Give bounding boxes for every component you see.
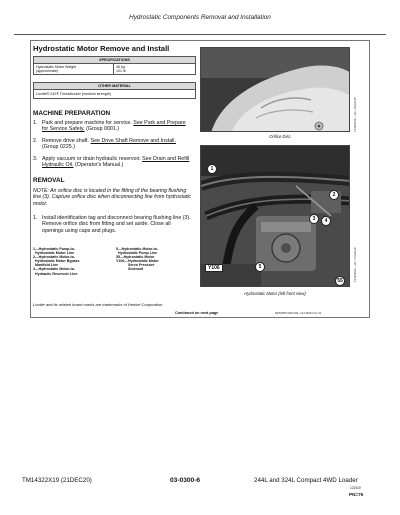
footer-machine-title: 244L and 324L Compact 4WD Loader bbox=[254, 477, 358, 484]
legend-item: 5—Hydrostatic Motor-to- bbox=[116, 247, 159, 251]
legend-item: 1—Hydrostatic Pump-to- bbox=[33, 247, 76, 251]
callout-y106: Y106 bbox=[205, 264, 223, 272]
legend-item: Hydrostatic Pump Line bbox=[118, 251, 158, 256]
drain-refill-link[interactable]: See Drain and Refill Hydraulic Oil. bbox=[42, 156, 190, 169]
other-material-table bbox=[33, 82, 196, 99]
removal-heading: REMOVAL bbox=[33, 177, 65, 184]
step-number: 1. bbox=[33, 120, 38, 126]
specifications-heading: SPECIFICATIONS bbox=[34, 57, 195, 64]
legend-item: Hydrostatic Motor Line bbox=[35, 251, 75, 256]
legend-item: Hydrostatic Motor Bypass bbox=[35, 259, 80, 264]
legend-item: Hydraulic Reservoir Line bbox=[35, 271, 78, 276]
callout-2: 2 bbox=[329, 190, 339, 200]
step-number: 2. bbox=[33, 138, 38, 144]
hydrostatic-motor-caption: Hydrostatic Motor (left front view) bbox=[244, 291, 306, 296]
callout-55: 55 bbox=[335, 276, 345, 286]
legend-right bbox=[116, 247, 196, 272]
legend-item: 2—Hydrostatic Motor-to- bbox=[33, 255, 76, 260]
legend-left bbox=[33, 247, 111, 276]
prep-step-1 bbox=[33, 120, 193, 133]
legend-item: Y106—Hydrostatic Motor bbox=[116, 259, 159, 264]
section-title: Hydrostatic Motor Remove and Install bbox=[33, 44, 170, 53]
step-number: 3. bbox=[33, 156, 38, 162]
continued-note: Continued on next page bbox=[175, 311, 219, 315]
footer-date-code: 121920 bbox=[350, 486, 361, 490]
drive-shaft-link[interactable]: See Drive Shaft Remove and Install. bbox=[90, 138, 176, 144]
callout-1: 1 bbox=[207, 164, 217, 174]
step-tail: (Group 0001.) bbox=[84, 126, 120, 133]
spec-value bbox=[114, 64, 195, 74]
document-reference: RE56955,000110E -19-13MAY19-1/3 bbox=[275, 311, 322, 315]
other-material-item: Loctite® 242® Threadlocker (medium strength) bbox=[36, 92, 111, 96]
spec-label bbox=[34, 64, 114, 74]
orifice-disc-illustration bbox=[201, 48, 350, 132]
photo1-id: TX1293518 —UN—05AUG18 bbox=[354, 97, 357, 132]
legend-item: Solenoid bbox=[128, 267, 144, 272]
specifications-table bbox=[33, 56, 196, 75]
park-prepare-link[interactable]: See Park and Prepare for Service Safely. bbox=[42, 120, 186, 133]
other-material-heading: OTHER MATERIAL bbox=[34, 83, 195, 90]
prep-step-3 bbox=[33, 156, 193, 169]
photo2-id: TX1293520 —UN—07AUG18 bbox=[354, 247, 357, 282]
trademark-note: Loctite and its related brand marks are trademarks of Henkel Corporation bbox=[33, 302, 163, 307]
page-header-title: Hydrostatic Components Removal and Installation bbox=[129, 14, 271, 21]
callout-3: 3 bbox=[309, 214, 319, 224]
removal-step-1 bbox=[33, 215, 193, 234]
spec-label-line: (approximate) bbox=[36, 69, 59, 73]
footer-manual-id: TM14322X19 (21DEC20) bbox=[22, 477, 92, 484]
legend-item: 3—Hydrostatic Motor-to- bbox=[33, 267, 76, 272]
legend-item: 55—Hydrostatic Motor bbox=[116, 255, 155, 260]
step-body: Park and prepare machine for service. bbox=[42, 120, 134, 126]
step-tail: (Operator's Manual.) bbox=[73, 162, 124, 169]
spec-value-line: 101 lb bbox=[116, 69, 126, 73]
prep-step-2 bbox=[33, 138, 193, 151]
removal-note: NOTE: An orifice disc is located in the fitting of the bearing flushing line (3). Capture orifice disc when disconnecting line from hydrostatic motor. bbox=[33, 188, 192, 207]
step-tail: (Group 0225.) bbox=[42, 144, 75, 151]
callout-5: 5 bbox=[255, 262, 265, 272]
step-number: 1. bbox=[33, 215, 38, 221]
step-text bbox=[42, 138, 193, 151]
legend-item: Servo Pressure bbox=[128, 263, 155, 268]
step-body: Apply vacuum or drain hydraulic reservoir. bbox=[42, 156, 143, 162]
spec-value-line: 46 kg bbox=[116, 65, 125, 69]
step-text: Install identification tag and disconnect bearing flushing line (3). Remove orifice disc from fitting and set aside. Close all openings using caps and plugs. bbox=[42, 215, 191, 234]
footer-page-code: 03-0300-6 bbox=[170, 477, 201, 484]
callout-4: 4 bbox=[321, 216, 331, 226]
orifice-disc-photo bbox=[200, 47, 350, 132]
legend-item: Manifold Line bbox=[35, 263, 59, 268]
table-row bbox=[34, 64, 195, 74]
header-rule bbox=[14, 34, 386, 35]
step-text bbox=[42, 120, 193, 133]
spec-label-line: Hydrostatic Motor Weight bbox=[36, 65, 77, 69]
hydrostatic-motor-photo bbox=[200, 145, 350, 287]
step-text bbox=[42, 156, 193, 169]
orifice-disc-caption: Orifice Disc bbox=[269, 134, 291, 139]
footer-page-number: PN=76 bbox=[349, 492, 364, 497]
machine-preparation-heading: MACHINE PREPARATION bbox=[33, 110, 111, 117]
step-body: Remove drive shaft. bbox=[42, 138, 91, 144]
